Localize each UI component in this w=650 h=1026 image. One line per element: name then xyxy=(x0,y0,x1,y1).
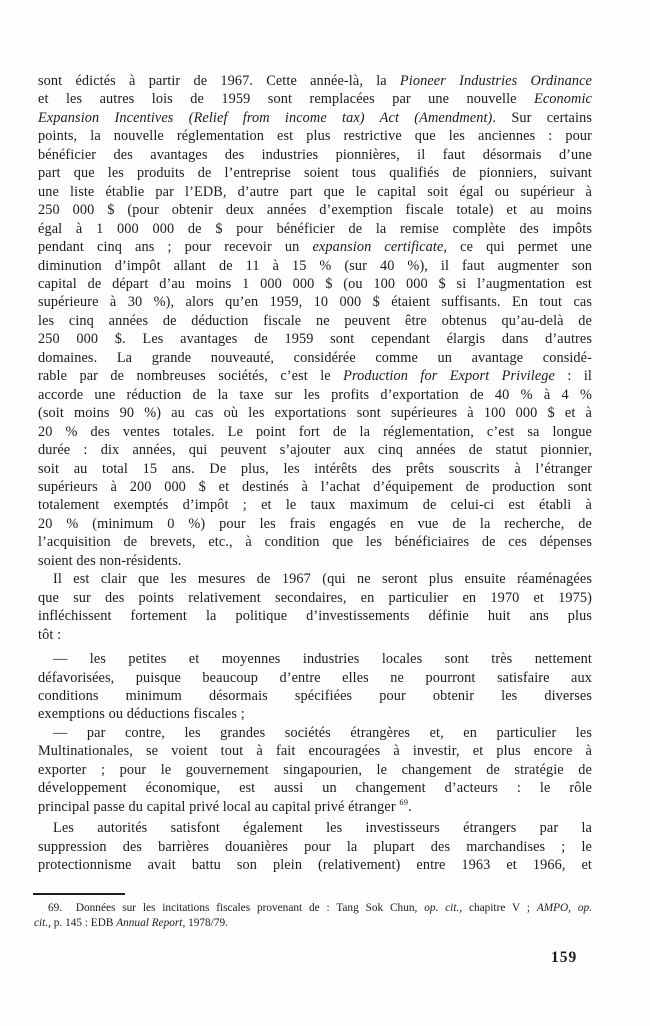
text-line xyxy=(38,146,592,164)
text-segment: . Sur certains xyxy=(492,109,592,126)
text-line xyxy=(38,404,592,422)
text-segment: expansion certificate, xyxy=(312,239,448,256)
footnote-divider xyxy=(33,893,125,895)
text-segment: diminution d’impôt allant de 11 à 15 % (sur 40 %), il faut augmenter son xyxy=(38,257,592,274)
paragraph xyxy=(38,819,592,874)
text-segment: Economic xyxy=(534,91,592,108)
text-line xyxy=(34,916,592,931)
text-line xyxy=(38,441,592,459)
paragraph xyxy=(34,901,592,931)
footnote xyxy=(34,901,592,931)
text-line xyxy=(38,742,592,760)
text-segment: 20 % des ventes totales. Le point fort de la réglementation, c’est sa longue xyxy=(38,423,592,440)
text-segment: 250 000 $ (pour obtenir deux années d’exemption fiscale totale) et au moins xyxy=(38,202,592,219)
text-line xyxy=(38,798,592,816)
text-line xyxy=(38,761,592,779)
text-segment: accorde une réduction de la taxe sur les profits d’exportation de 40 % à 4 % xyxy=(38,386,592,403)
text-line xyxy=(38,257,592,275)
text-line xyxy=(38,570,592,588)
body-text xyxy=(38,72,592,874)
text-line xyxy=(38,164,592,182)
text-segment: suppression des barrières douanières pour la plupart des marchandises ; le xyxy=(38,838,592,855)
text-segment: Multinationales, se voient tout à fait encouragées à investir, et plus encore à xyxy=(38,743,592,760)
text-segment: cit., xyxy=(34,917,51,929)
text-segment: durée : dix années, qui peuvent s’ajouter aux cinq années de statut pionnier, xyxy=(38,442,592,459)
page-number: 159 xyxy=(551,949,578,966)
text-line xyxy=(38,589,592,607)
text-segment: . xyxy=(408,798,412,815)
paragraph xyxy=(38,650,592,724)
text-segment: totalement exemptés d’impôt ; et le taux maximum de celui-ci est établi à xyxy=(38,497,592,514)
text-segment: bénéficier des avantages des industries pionnières, il faut désormais d’une xyxy=(38,146,592,163)
text-segment: égal à 1 000 000 de $ pour bénéficier de la remise complète des impôts xyxy=(38,220,592,237)
text-segment: que sur des points relativement secondaires, en particulier en 1970 et 1975) xyxy=(38,589,592,606)
text-line xyxy=(38,349,592,367)
text-segment: — par contre, les grandes sociétés étrangères et, en particulier les xyxy=(53,724,592,741)
text-segment: défavorisées, puisque beaucoup d’entre elles ne pourront satisfaire aux xyxy=(38,669,592,686)
text-line xyxy=(38,293,592,311)
text-segment: Expansion Incentives (Relief from income tax) Act (Amendment) xyxy=(38,109,493,126)
text-segment: 1978/79. xyxy=(185,917,228,929)
text-segment: Production for Export Privilege xyxy=(343,368,555,385)
text-segment: part que les produits de l’entreprise soient tous qualifiés de pionniers, suivant xyxy=(38,165,592,182)
text-segment: 20 % (minimum 0 %) pour les frais engagés en vue de la recherche, de xyxy=(38,515,592,532)
text-line xyxy=(38,201,592,219)
text-segment: principal passe du capital privé local au capital privé étranger xyxy=(38,798,400,815)
text-segment: pendant cinq ans ; pour recevoir un xyxy=(38,239,313,256)
footnote-reference: 69 xyxy=(399,796,409,807)
text-segment: chapitre V ; xyxy=(462,902,537,914)
text-line xyxy=(38,183,592,201)
text-segment: Annual Report, xyxy=(116,917,186,929)
text-line xyxy=(38,127,592,145)
text-line xyxy=(34,901,592,916)
text-segment: sont édictés à partir de 1967. Cette année-là, la xyxy=(38,73,400,89)
text-line xyxy=(38,819,592,837)
text-line xyxy=(38,109,592,127)
text-line xyxy=(38,779,592,797)
text-line xyxy=(38,220,592,238)
paragraph xyxy=(38,570,592,644)
text-line xyxy=(38,724,592,742)
text-line xyxy=(38,496,592,514)
text-line xyxy=(38,367,592,385)
text-line xyxy=(38,423,592,441)
text-segment: rable par de nombreuses sociétés, c’est le xyxy=(38,368,344,385)
text-segment: et les autres lois de 1959 sont remplacées par une nouvelle xyxy=(38,91,535,108)
text-segment: exemptions ou déductions fiscales ; xyxy=(38,706,245,723)
text-segment: les cinq années de déduction fiscale ne peuvent être obtenus qu’au-delà de xyxy=(38,312,592,329)
text-line xyxy=(38,626,592,644)
text-segment: Pioneer Industries Ordinance xyxy=(399,73,592,89)
text-segment: exporter ; pour le gouvernement singapourien, le changement de stratégie de xyxy=(38,761,592,778)
text-line xyxy=(38,90,592,108)
text-line xyxy=(38,533,592,551)
text-segment: soient des non-résidents. xyxy=(38,552,182,569)
text-segment: l’acquisition de brevets, etc., à condition que les bénéficiaires de ces dépenses xyxy=(38,534,592,551)
text-line xyxy=(38,72,592,90)
paragraph xyxy=(38,72,592,570)
text-segment: points, la nouvelle réglementation est plus restrictive que les anciennes : pour xyxy=(38,128,592,145)
text-segment: supérieure à 30 %), alors qu’en 1959, 10 000 $ étaient suffisants. En tout cas xyxy=(38,294,592,311)
paragraph xyxy=(38,724,592,816)
text-line xyxy=(38,238,592,256)
text-segment: soit au total 15 ans. De plus, les intérêts des prêts souscrits à l’étranger xyxy=(38,460,592,477)
text-line xyxy=(38,478,592,496)
text-line xyxy=(38,330,592,348)
text-segment: 69. Données sur les incitations fiscales provenant de : Tang Sok Chun, xyxy=(48,902,425,914)
text-segment: infléchissent fortement la politique d’investissements définie huit ans plus xyxy=(38,608,592,625)
text-line xyxy=(38,386,592,404)
text-line xyxy=(38,275,592,293)
text-segment: p. 145 : EDB xyxy=(50,917,117,929)
text-segment: op. cit., xyxy=(424,902,463,914)
text-segment: supérieurs à 200 000 $ et destinés à l’achat d’équipement de production sont xyxy=(38,478,592,495)
text-segment: capital de départ d’au moins 1 000 000 $ (ou 100 000 $ si l’augmentation est xyxy=(38,275,592,292)
text-segment: — les petites et moyennes industries locales sont très nettement xyxy=(53,651,592,668)
text-segment: : il xyxy=(554,368,592,385)
text-line xyxy=(38,460,592,478)
text-line xyxy=(38,705,592,723)
text-line xyxy=(38,650,592,668)
text-segment: conditions minimum désormais spécifiées pour obtenir les diverses xyxy=(38,687,592,704)
text-segment: AMPO, op. xyxy=(536,902,592,914)
text-segment: domaines. La grande nouveauté, considérée comme un avantage considé- xyxy=(38,349,592,366)
text-line xyxy=(38,515,592,533)
text-line xyxy=(38,856,592,874)
text-segment: (soit moins 90 %) au cas où les exportations sont supérieures à 100 000 $ et à xyxy=(38,405,592,422)
text-segment: une liste établie par l’EDB, d’autre part que le capital soit égal ou supérieur à xyxy=(38,183,592,200)
text-segment: développement économique, est aussi un changement d’acteurs : le rôle xyxy=(38,780,592,797)
text-line xyxy=(38,312,592,330)
text-line xyxy=(38,669,592,687)
text-segment: tôt : xyxy=(38,626,62,643)
text-segment: Il est clair que les mesures de 1967 (qui ne seront plus ensuite réaménagées xyxy=(53,571,592,588)
text-segment: Les autorités satisfont également les investisseurs étrangers par la xyxy=(53,820,592,837)
text-line xyxy=(38,687,592,705)
text-line xyxy=(38,607,592,625)
text-segment: protectionnisme avait battu son plein (relativement) entre 1963 et 1966, et xyxy=(38,857,592,874)
text-segment: ce qui permet une xyxy=(447,239,592,256)
text-segment: 250 000 $. Les avantages de 1959 sont cependant élargis dans d’autres xyxy=(38,331,592,348)
text-line xyxy=(38,552,592,570)
text-line xyxy=(38,838,592,856)
